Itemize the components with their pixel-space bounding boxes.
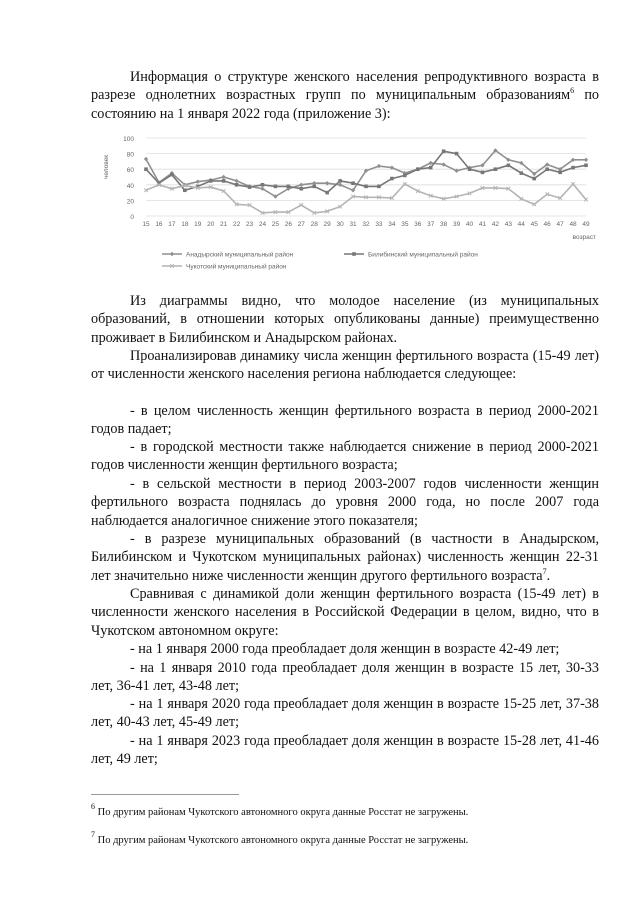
data-point — [234, 179, 238, 183]
data-point — [571, 182, 575, 186]
x-tick-label: 37 — [427, 221, 435, 228]
list-item-2010: - на 1 января 2010 года преобладает доля женщин в возрасте 15 лет, 30-33 лет, 36-41 лет, 43-48 лет; — [91, 660, 599, 695]
x-tick-label: 48 — [569, 221, 577, 228]
intro-line-2: в разрезе однолетних возрастных групп по муниципальным образованиям — [91, 69, 599, 104]
y-tick-label: 40 — [126, 182, 134, 190]
intro-line-3: по состоянию на 1 января 2022 года (приложение 3): — [91, 87, 600, 122]
paragraph-diagram-conclusion: Из диаграммы видно, что молодое население (из муниципальных образований, в отношении которых опубликованы данные) преимущественно проживает в Билибинском и Анадырском районах. — [91, 293, 599, 346]
list-item-rural: - в сельской местности в период 2003-2007 годов численности женщин фертильного возраста поднялась до уровня 2000 года, но после 2007 года наблюдается аналогичное снижение этого показателя; — [91, 476, 599, 529]
y-tick-label: 0 — [130, 214, 134, 221]
data-point — [377, 164, 381, 168]
data-point — [584, 164, 588, 168]
data-point — [377, 185, 381, 189]
list-item-overall: - в целом численность женщин фертильного возраста в период 2000-2021 годов падает; — [91, 403, 599, 438]
data-point — [403, 174, 407, 178]
data-point — [519, 171, 523, 175]
data-point — [494, 167, 498, 171]
x-tick-label: 36 — [414, 221, 422, 228]
data-point — [312, 185, 316, 189]
data-point — [481, 171, 485, 175]
list-item-2020: - на 1 января 2020 года преобладает доля женщин в возрасте 15-25 лет, 37-38 лет, 40-43 лет, 45-49 лет; — [91, 696, 599, 731]
data-point — [429, 166, 433, 170]
x-tick-label: 38 — [440, 221, 448, 228]
x-tick-label: 30 — [336, 221, 344, 228]
data-point — [287, 185, 291, 189]
list-item-municipal-text: - в разрезе муниципальных образований (в частности в Анадырском, Билибинском и Чукотском муниципальных районах) численность женщин 22-31 лет значительно ниже численности женщин другого фертильного возраста — [91, 531, 599, 584]
footnote-6 — [91, 802, 599, 819]
paragraph-comparison: Сравнивая с динамикой доли женщин фертильного возраста (15-49 лет) в численности женского населения в Российской Федерации в целом, видно, что в Чукотском автономном округе: — [91, 586, 599, 639]
data-point — [584, 158, 588, 162]
x-tick-label: 35 — [401, 221, 409, 228]
data-point — [571, 166, 575, 170]
data-point — [183, 188, 187, 192]
data-point — [248, 185, 252, 189]
x-tick-label: 26 — [284, 221, 292, 228]
data-point — [299, 183, 303, 187]
data-point — [196, 179, 200, 183]
x-tick-label: 29 — [323, 221, 331, 228]
x-tick-label: 24 — [258, 221, 267, 228]
x-tick-label: 22 — [232, 221, 241, 228]
data-point — [416, 167, 420, 171]
data-point — [144, 167, 148, 171]
data-point — [299, 187, 303, 191]
x-tick-label: 23 — [245, 221, 254, 228]
y-tick-label: 80 — [126, 151, 134, 159]
data-point — [338, 179, 342, 183]
x-tick-label: 44 — [517, 221, 525, 228]
data-point — [545, 167, 549, 171]
data-point — [209, 179, 213, 183]
data-point — [532, 177, 536, 181]
x-tick-label: 39 — [452, 221, 461, 228]
data-point — [170, 173, 174, 177]
footnote-7-text: По другим районам Чукотского автономного округа данные Росстат не загружены. — [95, 835, 469, 846]
x-tick-label: 19 — [194, 221, 202, 228]
footnote-ref-6[interactable]: 6 — [570, 86, 575, 96]
age-structure-line-chart — [96, 128, 600, 276]
x-tick-label: 42 — [491, 221, 500, 228]
data-point — [235, 183, 239, 187]
list-item-urban: - в городской местности также наблюдается снижение в период 2000-2021 годов численности женщин фертильного возраста; — [91, 439, 599, 474]
data-point — [507, 164, 511, 168]
x-tick-label: 18 — [181, 221, 189, 228]
x-tick-label: 45 — [530, 221, 538, 228]
intro-paragraph — [91, 68, 599, 123]
x-tick-label: 31 — [349, 221, 357, 228]
x-tick-label: 49 — [582, 221, 590, 228]
y-tick-label: 100 — [123, 136, 134, 143]
data-point — [351, 181, 355, 185]
x-axis-label: возраст — [572, 234, 596, 241]
footnote-6-text: По другим районам Чукотского автономного округа данные Росстат не загружены. — [95, 807, 469, 818]
x-tick-label: 20 — [207, 221, 215, 228]
data-point — [558, 171, 562, 175]
x-tick-label: 47 — [556, 221, 564, 228]
intro-line-1: Информация о структуре женского населения репродуктивного возраста — [130, 69, 586, 85]
data-point — [442, 149, 446, 153]
data-point — [468, 167, 472, 171]
list-item-2023: - на 1 января 2023 года преобладает доля женщин в возрасте 15-28 лет, 41-46 лет, 49 лет; — [91, 733, 599, 768]
x-tick-label: 41 — [478, 221, 487, 228]
y-tick-label: 20 — [126, 198, 134, 206]
x-tick-label: 43 — [504, 221, 512, 228]
x-tick-label: 33 — [375, 221, 383, 228]
legend-marker — [352, 252, 356, 256]
data-point — [455, 152, 459, 156]
x-tick-label: 27 — [297, 221, 305, 228]
footnote-7-mark: 7 — [91, 830, 95, 839]
data-point — [325, 191, 329, 195]
x-tick-label: 17 — [168, 221, 176, 228]
legend-label: Билибинский муниципальный район — [368, 251, 478, 259]
data-point — [274, 185, 278, 189]
x-tick-label: 28 — [310, 221, 318, 228]
x-tick-label: 40 — [465, 221, 474, 228]
y-tick-label: 60 — [126, 167, 134, 175]
x-tick-label: 16 — [155, 221, 163, 228]
data-point — [222, 179, 226, 183]
x-tick-label: 32 — [362, 221, 370, 228]
legend-label: Анадырский муниципальный район — [186, 251, 294, 259]
x-tick-label: 21 — [220, 221, 228, 228]
data-point — [390, 177, 394, 181]
period: . — [546, 567, 551, 584]
list-item-municipal — [91, 530, 599, 585]
data-point — [364, 185, 368, 189]
data-point — [221, 175, 225, 179]
x-tick-label: 34 — [388, 221, 396, 228]
paragraph-dynamics-intro: Проанализировав динамику числа женщин фертильного возраста (15-49 лет) от численности женского населения региона наблюдается следующее: — [91, 348, 599, 383]
legend-marker — [170, 252, 174, 256]
x-tick-label: 46 — [543, 221, 551, 228]
x-tick-label: 15 — [142, 221, 150, 228]
data-point — [261, 183, 265, 187]
y-axis-label: человек — [103, 154, 110, 180]
list-item-2000: - на 1 января 2000 года преобладает доля женщин в возрасте 42-49 лет; — [130, 641, 560, 657]
x-tick-label: 25 — [271, 221, 280, 228]
footnote-separator — [91, 794, 239, 795]
legend-label: Чукотский муниципальный район — [186, 263, 287, 271]
footnote-ref-7[interactable]: 7 — [542, 566, 547, 576]
footnote-6-mark: 6 — [91, 802, 95, 811]
footnote-7 — [91, 830, 599, 847]
